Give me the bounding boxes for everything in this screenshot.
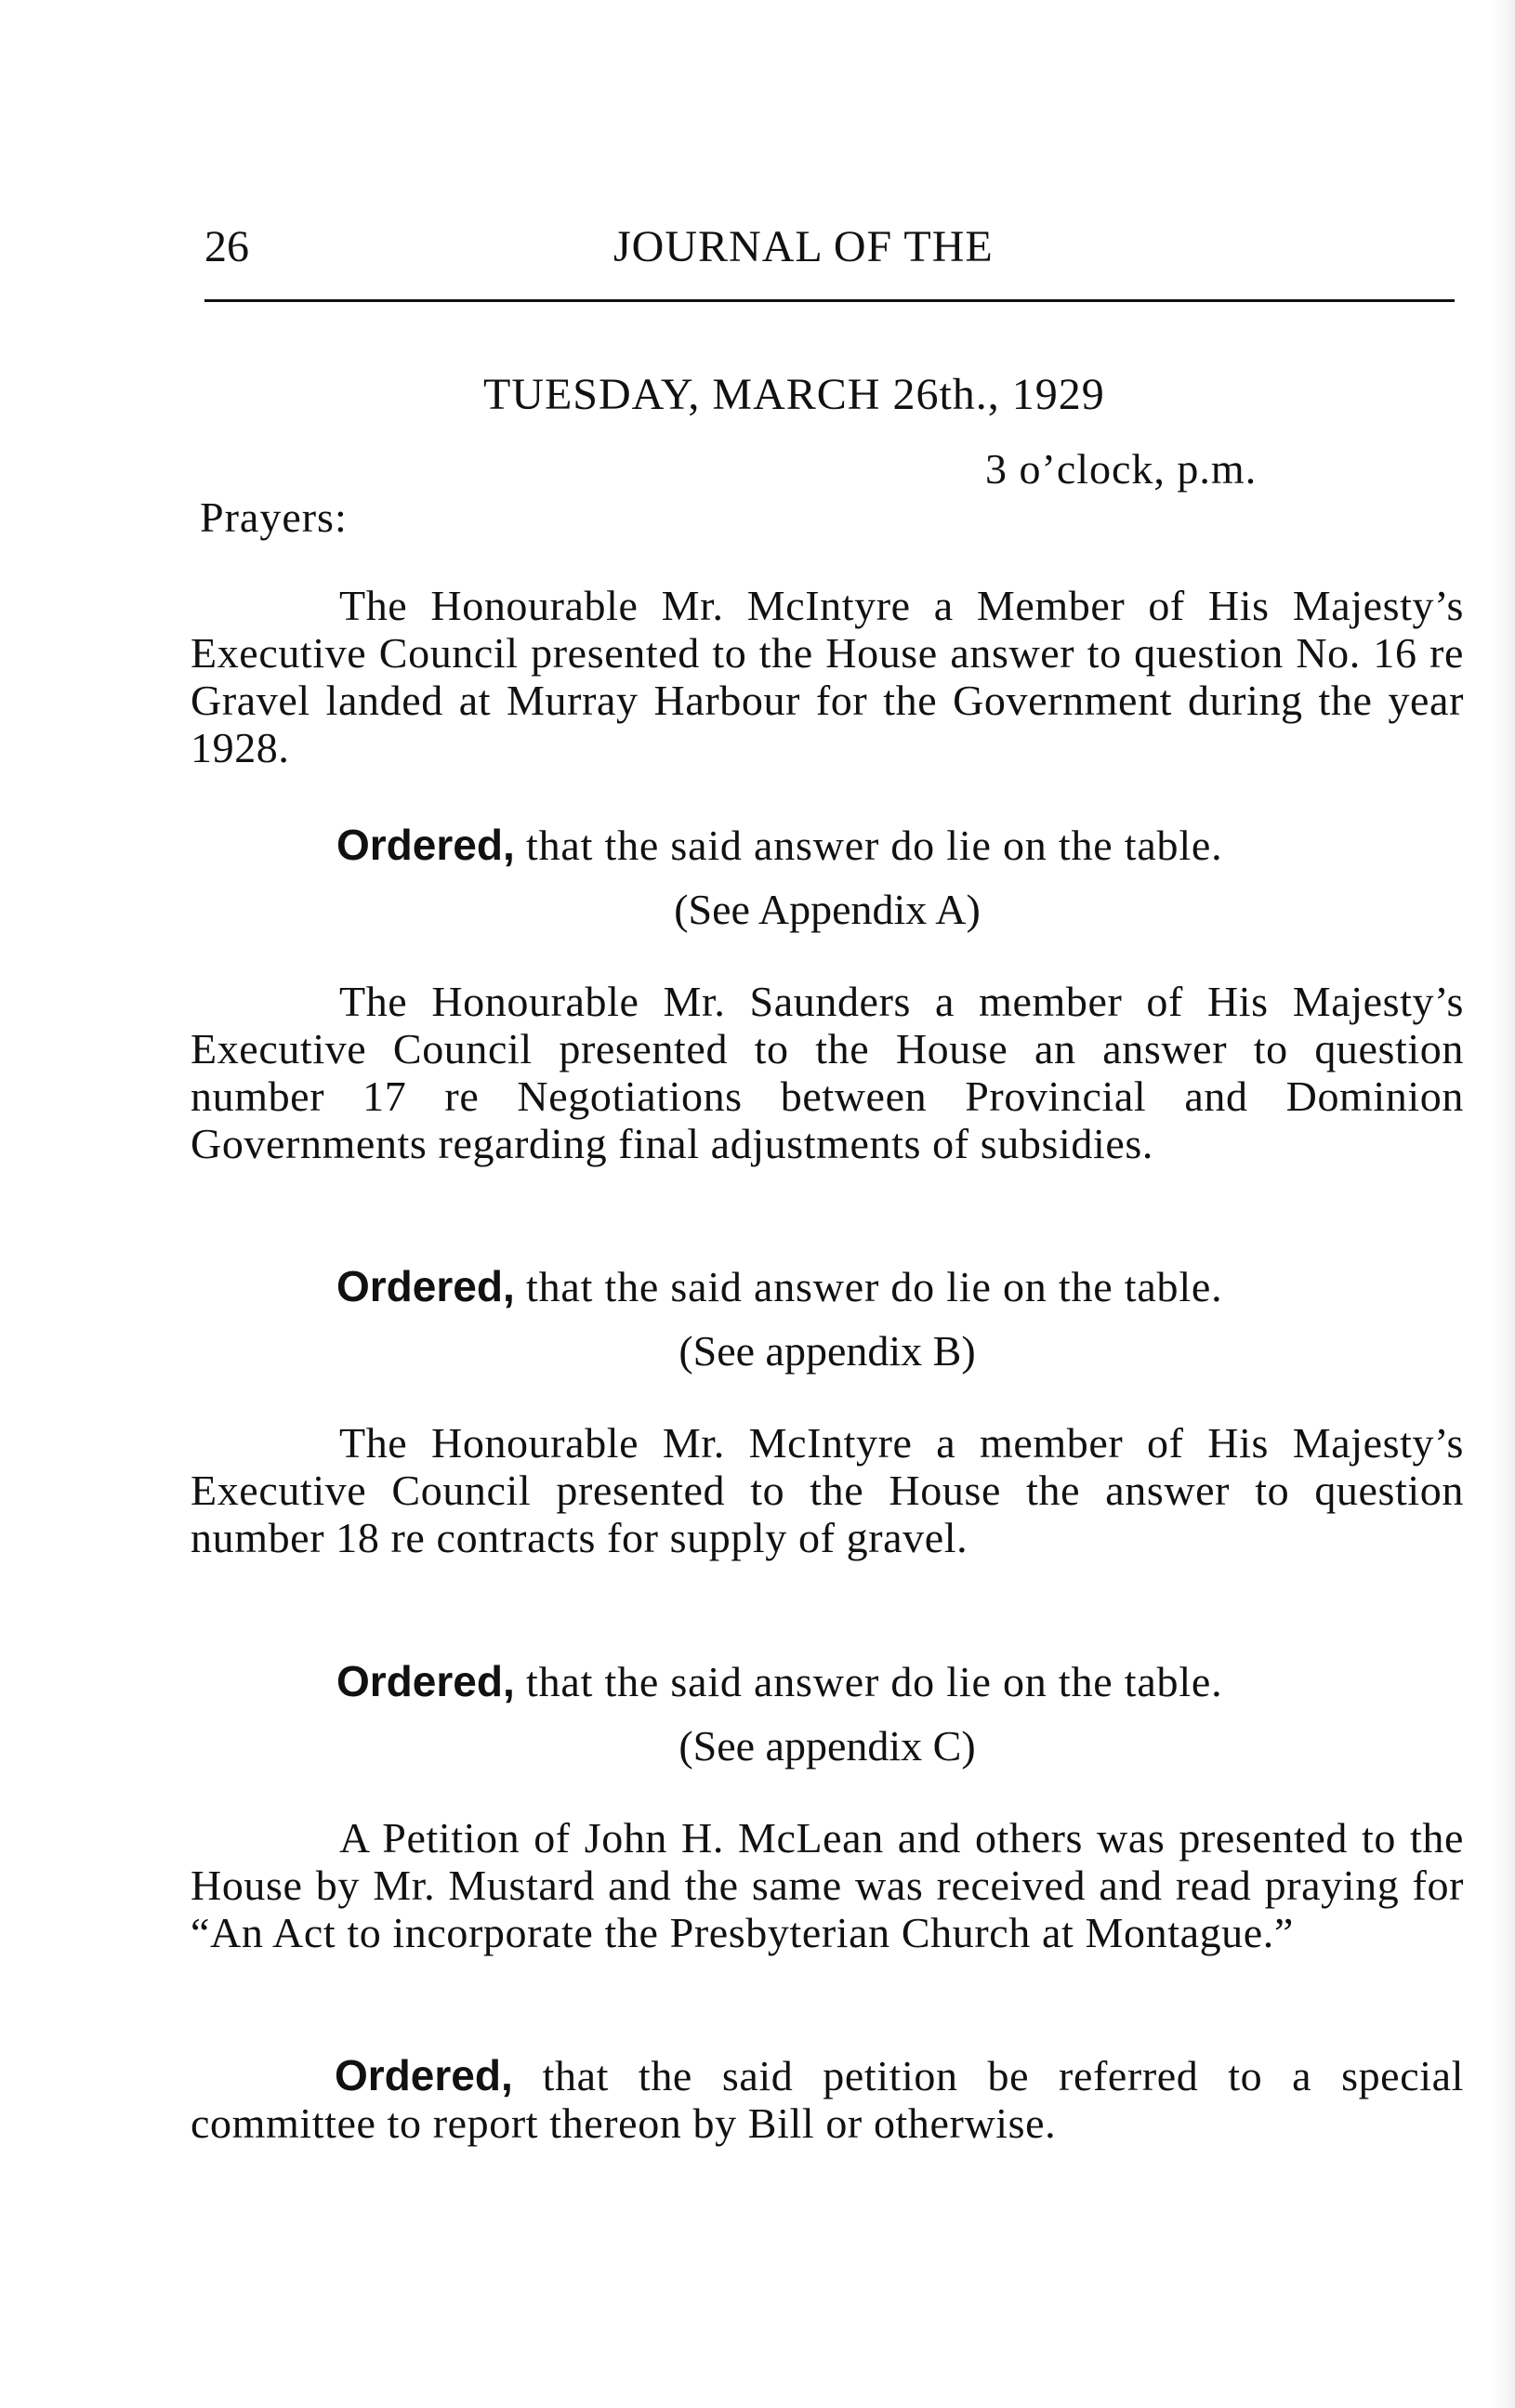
ordered-label: Ordered,	[335, 2051, 513, 2099]
ordered-text: that the said answer do lie on the table.	[514, 822, 1223, 869]
ordered-text: that the said petition be referred to a special committee to report thereon by Bill or otherwise.	[191, 2052, 1464, 2147]
sitting-time: 3 o’clock, p.m.	[985, 445, 1258, 493]
entry-paragraph-c: The Honourable Mr. McIntyre a member of His Majesty’s Executive Council presented to the House the answer to question number 18 re contracts for supply of gravel.	[191, 1419, 1464, 1561]
ordered-text: that the said answer do lie on the table.	[514, 1658, 1223, 1705]
entry-paragraph-b: The Honourable Mr. Saunders a member of His Majesty’s Executive Council presented to the House an answer to question number 17 re Negotiations between Provincial and Dominion Governments regarding final adjustments of subsidies.	[191, 978, 1464, 1167]
header-rule	[204, 299, 1455, 302]
appendix-reference-c: (See appendix C)	[678, 1722, 976, 1770]
ordered-line-b	[336, 1261, 1222, 1311]
ordered-line-a	[336, 820, 1222, 870]
page-header	[204, 221, 1455, 286]
appendix-reference-b: (See appendix B)	[678, 1327, 976, 1375]
page-edge-shadow	[1491, 0, 1515, 2408]
appendix-reference-a: (See Appendix A)	[674, 886, 981, 933]
entry-paragraph-a: The Honourable Mr. McIntyre a Member of His Majesty’s Executive Council presented to the House answer to question No. 16 re Gravel landed at Murray Harbour for the Government during the year 1928.	[191, 582, 1464, 771]
sitting-date: TUESDAY, MARCH 26th., 1929	[483, 370, 1105, 419]
ordered-text: that the said answer do lie on the table.	[514, 1263, 1223, 1310]
ordered-label: Ordered,	[336, 821, 515, 869]
petition-ordered	[191, 2052, 1464, 2147]
ordered-label: Ordered,	[336, 1657, 515, 1705]
ordered-line-c	[336, 1656, 1222, 1706]
running-title: JOURNAL OF THE	[613, 222, 994, 271]
ordered-label: Ordered,	[336, 1262, 515, 1310]
page-number: 26	[204, 222, 249, 271]
prayers-label: Prayers:	[200, 493, 348, 541]
petition-paragraph: A Petition of John H. McLean and others was presented to the House by Mr. Mustard and the same was received and read praying for “An Act to incorporate the Presbyterian Church at Montague.”	[191, 1814, 1464, 1956]
